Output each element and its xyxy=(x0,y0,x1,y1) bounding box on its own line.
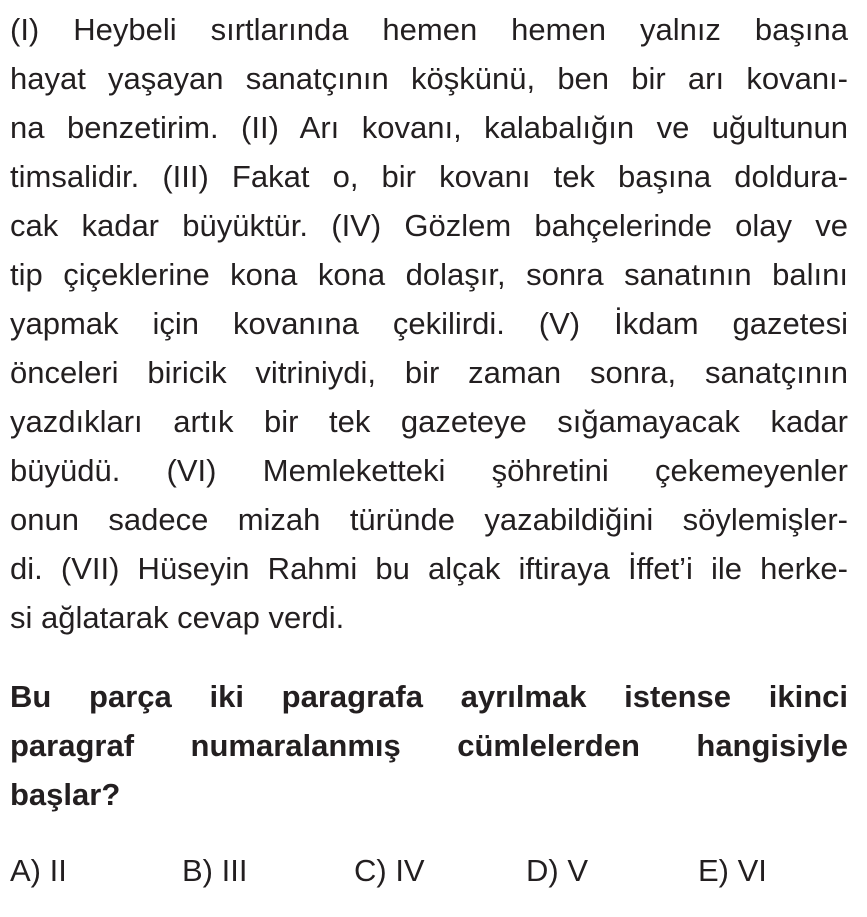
passage-line: büyüdü. (VI) Memleketteki şöhretini çekemeyenler xyxy=(10,453,848,488)
question-line: Bu parça iki paragrafa ayrılmak istense ikinci xyxy=(10,679,848,714)
question-line: paragraf numaralanmış cümlelerden hangisiyle xyxy=(10,728,848,763)
passage-line: di. (VII) Hüseyin Rahmi bu alçak iftiraya İffet’i ile herke- xyxy=(10,551,848,586)
passage-line: cak kadar büyüktür. (IV) Gözlem bahçelerinde olay ve xyxy=(10,208,848,243)
passage-text xyxy=(10,5,848,642)
option-d[interactable]: D) V xyxy=(526,853,588,888)
passage-line: önceleri biricik vitriniydi, bir zaman sonra, sanatçının xyxy=(10,355,848,390)
question-page xyxy=(10,5,848,819)
passage-line: onun sadece mizah türünde yazabildiğini söylemişler- xyxy=(10,502,848,537)
option-a[interactable]: A) II xyxy=(10,853,67,888)
passage-line: yazdıkları artık bir tek gazeteye sığamayacak kadar xyxy=(10,404,848,439)
option-c[interactable]: C) IV xyxy=(354,853,425,888)
answer-options xyxy=(10,846,840,896)
passage-line: tip çiçeklerine kona kona dolaşır, sonra sanatının balını xyxy=(10,257,848,292)
option-e[interactable]: E) VI xyxy=(698,853,767,888)
passage-line: (I) Heybeli sırtlarında hemen hemen yalnız başına xyxy=(10,12,848,47)
passage-line: timsalidir. (III) Fakat o, bir kovanı tek başına doldura- xyxy=(10,159,848,194)
question-line: başlar? xyxy=(10,777,121,812)
passage-line: hayat yaşayan sanatçının köşkünü, ben bir arı kovanı- xyxy=(10,61,848,96)
passage-line: na benzetirim. (II) Arı kovanı, kalabalığın ve uğultunun xyxy=(10,110,848,145)
passage-line: si ağlatarak cevap verdi. xyxy=(10,600,345,635)
passage-line: yapmak için kovanına çekilirdi. (V) İkdam gazetesi xyxy=(10,306,848,341)
question-stem xyxy=(10,672,848,819)
option-b[interactable]: B) III xyxy=(182,853,248,888)
